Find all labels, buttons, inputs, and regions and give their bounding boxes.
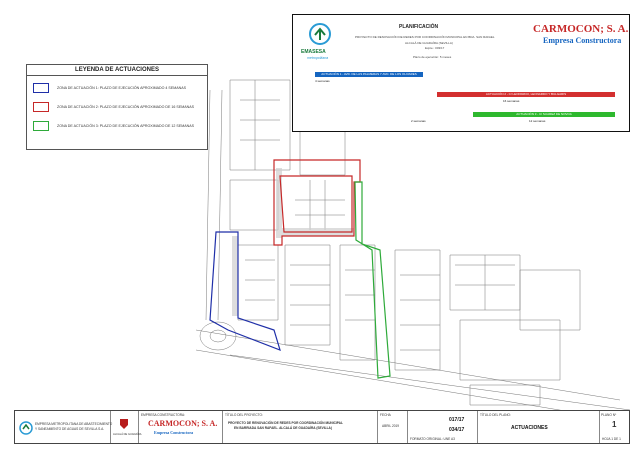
project-title-line: PROYECTO DE RENOVACIÓN DE REDES POR COORDINACIÓN MUNICIPAL bbox=[228, 421, 343, 425]
planning-line: Expte.: 003/17 bbox=[425, 46, 445, 50]
legend-item-label: ZONA DE ACTUACIÓN 2: PLAZO DE EJECUCIÓN APROXIMADO DE 16 SEMANAS bbox=[57, 105, 194, 109]
sheet-number: 1 bbox=[612, 420, 617, 429]
planning-line: PROYECTO DE RENOVACIÓN DE REDES POR COORDINACIÓN MUNICIPAL EN BDA. SAN RAFAEL bbox=[355, 35, 495, 39]
gantt-duration: 16 semanas bbox=[503, 99, 520, 103]
plan-title-label: TÍTULO DEL PLANO: bbox=[480, 413, 511, 417]
block bbox=[230, 180, 278, 230]
roundabout bbox=[200, 322, 236, 350]
gantt-duration: 4 semanas bbox=[315, 79, 330, 83]
city-crest-icon bbox=[120, 419, 128, 429]
date-value: ABRIL 2019 bbox=[382, 424, 400, 428]
title-block-contractor-cell bbox=[138, 411, 223, 443]
planning-line: Plazo de ejecución: 5 meses bbox=[413, 55, 452, 59]
parcel-lines bbox=[295, 180, 345, 230]
emasesa-logo-icon bbox=[19, 421, 33, 435]
block bbox=[238, 245, 278, 320]
org-name-line: Y SANEAMIENTO DE AGUAS DE SEVILLA S.A. bbox=[35, 427, 105, 431]
parcel-lines bbox=[400, 275, 440, 350]
title-block-project-cell bbox=[222, 411, 378, 443]
plan-title: ACTUACIONES bbox=[511, 425, 548, 431]
parcel-lines bbox=[240, 80, 280, 170]
legend-item-zone-2 bbox=[33, 102, 194, 112]
block bbox=[395, 250, 440, 370]
road-edge bbox=[218, 90, 222, 320]
expte-number: 017/17 bbox=[449, 417, 465, 423]
company-logo: CARMOCON; S. A. bbox=[533, 23, 629, 35]
gantt-bar-action-1: ACTUACIÓN 1 - AVD. DE LAS PALMERAS Y AVD. DE LOS OLIVARES bbox=[315, 72, 423, 77]
legend-title: LEYENDA DE ACTUACIONES bbox=[27, 65, 207, 76]
zone-2-outline-inner bbox=[280, 176, 352, 232]
gantt-duration: 12 semanas bbox=[529, 119, 546, 123]
project-title-line: EN BARRIADA SAN RAFAEL. ALCALÁ DE GUADAÍRA (SEVILLA) bbox=[234, 426, 332, 430]
roundabout-island bbox=[210, 330, 226, 342]
org-name-line: EMPRESA METROPOLITANA DE ABASTECIMIENTO bbox=[35, 422, 113, 426]
emasesa-logo-icon bbox=[309, 23, 331, 45]
legend-item-label: ZONA DE ACTUACIÓN 1: PLAZO DE EJECUCIÓN APROXIMADO 4 SEMANAS bbox=[57, 86, 187, 90]
parcel-lines bbox=[455, 255, 515, 310]
block bbox=[230, 80, 290, 170]
title-block-org-cell bbox=[15, 411, 111, 443]
date-label: FECHA bbox=[380, 413, 391, 417]
title-block-sheet-cell bbox=[599, 411, 629, 443]
project-label: TÍTULO DEL PROYECTO: bbox=[225, 413, 263, 417]
road-edge bbox=[196, 330, 620, 400]
zone-1-outline bbox=[210, 232, 280, 350]
gantt-duration: 2 semanas bbox=[411, 119, 426, 123]
city-name: ALCALÁ DE GUADAÍRA bbox=[113, 433, 142, 436]
contractor-name: CARMOCON; S. A. bbox=[148, 419, 218, 428]
title-block-city-cell bbox=[110, 411, 142, 443]
road-edge bbox=[230, 355, 630, 410]
legend-swatch-blue bbox=[33, 83, 49, 93]
title-block-ref-cell bbox=[407, 411, 478, 443]
legend-item-zone-3 bbox=[33, 121, 194, 131]
planning-box bbox=[292, 14, 630, 132]
contractor-subtitle: Empresa Constructora bbox=[154, 430, 194, 435]
emasesa-logo-text: EMASESA bbox=[301, 49, 326, 55]
parcel-lines bbox=[245, 260, 275, 300]
planning-line: ALCALÁ DE GUADAÍRA (SEVILLA) bbox=[405, 41, 453, 45]
parcel-lines bbox=[290, 265, 330, 325]
title-block-date-cell bbox=[377, 411, 408, 443]
ref-number: 034/17 bbox=[449, 427, 465, 433]
company-subtitle: Empresa Constructora bbox=[543, 36, 622, 45]
sheet-of: HOJA 1 DE 1 bbox=[602, 437, 621, 441]
title-block bbox=[14, 410, 630, 444]
emasesa-logo-subtitle: metropolitana bbox=[307, 56, 329, 60]
gantt-bar-action-3: ACTUACIÓN 3 - C/ SUAREZ DE NOVOA bbox=[473, 112, 615, 117]
legend-swatch-green bbox=[33, 121, 49, 131]
block bbox=[460, 320, 560, 380]
format-note: FORMATO ORIGINAL: UNE A3 bbox=[410, 437, 455, 441]
block bbox=[470, 385, 540, 405]
parcel-lines bbox=[345, 270, 375, 320]
gantt-bar-action-2: ACTUACIÓN 2 - C/ LEOPARDO, LEONARDO Y BULGARIS bbox=[437, 92, 615, 97]
block bbox=[300, 130, 345, 175]
legend-box bbox=[26, 64, 208, 150]
contractor-label: EMPRESA CONSTRUCTORA: bbox=[141, 413, 186, 417]
hatched-area bbox=[276, 168, 282, 238]
sheet-label: PLANO Nº bbox=[601, 413, 617, 417]
block bbox=[340, 245, 375, 360]
legend-item-label: ZONA DE ACTUACIÓN 3: PLAZO DE EJECUCIÓN APROXIMADO DE 12 SEMANAS bbox=[57, 124, 194, 128]
block bbox=[520, 270, 580, 330]
zone-3-outline bbox=[355, 182, 390, 378]
planning-title: PLANIFICACIÓN bbox=[399, 24, 439, 30]
legend-swatch-red bbox=[33, 102, 49, 112]
legend-item-zone-1 bbox=[33, 83, 186, 93]
hatched-area bbox=[232, 236, 238, 316]
title-block-plan-cell bbox=[477, 411, 600, 443]
block bbox=[285, 245, 330, 345]
